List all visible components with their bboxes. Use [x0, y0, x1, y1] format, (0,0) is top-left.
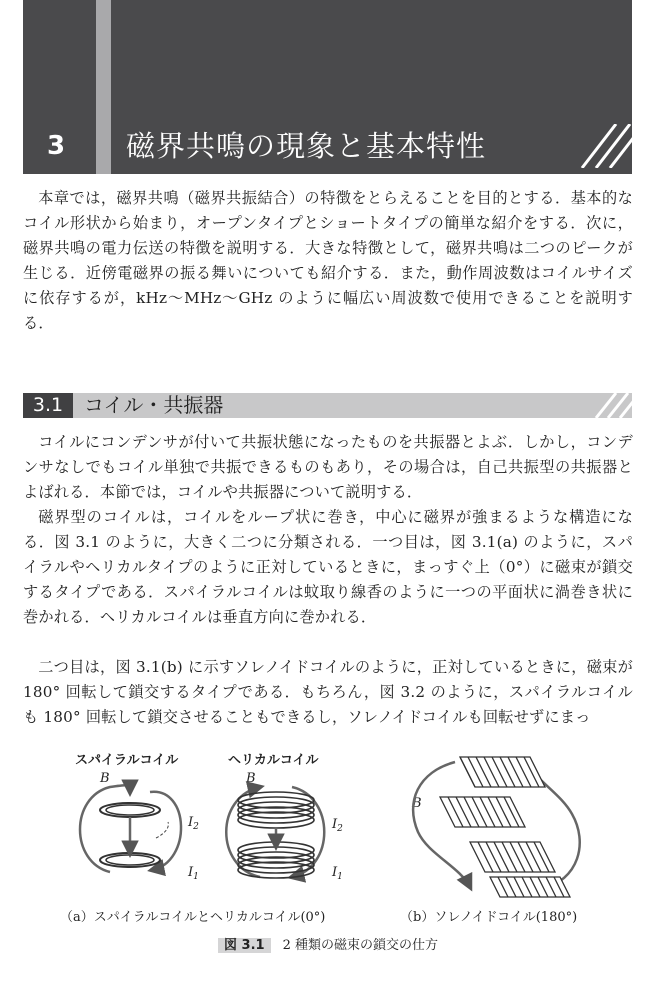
spiral-coils	[100, 803, 168, 867]
section-header	[23, 393, 632, 418]
b-field-label-solenoid: B	[412, 796, 422, 811]
chapter-number: 3	[46, 131, 66, 161]
current-i2-spiral: $I_2$	[188, 815, 199, 832]
section-title: コイル・共振器	[84, 393, 224, 417]
chapter-header	[23, 0, 632, 174]
intro-paragraph: 本章では，磁界共鳴（磁界共振結合）の特徴をとらえることを目的とする．基本的なコイル形状から始まり，オープンタイプとショートタイプの簡単な紹介をする．次に，磁界共鳴の電力伝送の特徴を説明する．大きな特徴として，磁界共鳴は二つのピークが生じる．近傍電磁界の振る舞いについても紹介する．また，動作周波数はコイルサイズに依存するが，kHz～MHz～GHz のように幅広い周波数で使用できることを説明する．	[23, 189, 633, 332]
sub-caption-a: （a）スパイラルコイルとヘリカルコイル(0°)	[60, 910, 326, 925]
sub-caption-b: （b）ソレノイドコイル(180°)	[400, 910, 578, 925]
chapter-title: 磁界共鳴の現象と基本特性	[126, 129, 487, 163]
body-paragraph-3: 二つ目は，図 3.1(b) に示すソレノイドコイルのように，正対しているときに，磁束が 180° 回転して鎖交するタイプである．もちろん，図 3.2 のように，スパイラルコイルも 180° 回転して鎖交させることもできるし，ソレノイドコイルも回転せずにまっ	[23, 658, 633, 726]
helical-coil-label: ヘリカルコイル	[228, 753, 319, 768]
current-i1-helical: $I_1$	[332, 865, 343, 882]
header-stripe	[96, 0, 111, 174]
helical-coils	[238, 792, 314, 878]
body-paragraph-1: コイルにコンデンサが付いて共振状態になったものを共振器とよぶ．しかし，コンデンサなしでもコイル単独で共振できるものもあり，その場合は，自己共振型の共振器とよばれる．本節では，コイルや共振器について説明する．	[23, 433, 633, 501]
b-field-label-spiral: B	[100, 771, 110, 786]
current-i1-spiral: $I_1$	[188, 865, 199, 882]
spiral-coil-label: スパイラルコイル	[75, 753, 179, 768]
figure-caption	[218, 935, 438, 957]
b-field-label-helical: B	[246, 771, 256, 786]
header-hatch-decoration	[576, 124, 632, 168]
section-number: 3.1	[23, 393, 73, 418]
current-i2-helical: $I_2$	[332, 817, 343, 834]
figure-caption-text: 2 種類の磁束の鎖交の仕方	[282, 938, 438, 953]
figure-caption-tag: 図 3.1	[218, 938, 271, 953]
body-paragraph-2: 磁界型のコイルは，コイルをループ状に巻き，中心に磁界が強まるような構造になる．図 3.1 のように，大きく二つに分類される．一つ目は，図 3.1(a) のように，スパイラルやヘリカルタイプのように正対しているときに，まっすぐ上（0°）に磁束が鎖交するタイプである．スパイラルコイルは蚊取り線香のように一つの平面状に渦巻き状に巻かれる．ヘリカルコイルは垂直方向に巻かれる．	[23, 508, 633, 626]
section-hatch-decoration	[592, 393, 632, 418]
figure-coil-diagram	[60, 742, 600, 902]
solenoid-coils	[440, 757, 570, 897]
